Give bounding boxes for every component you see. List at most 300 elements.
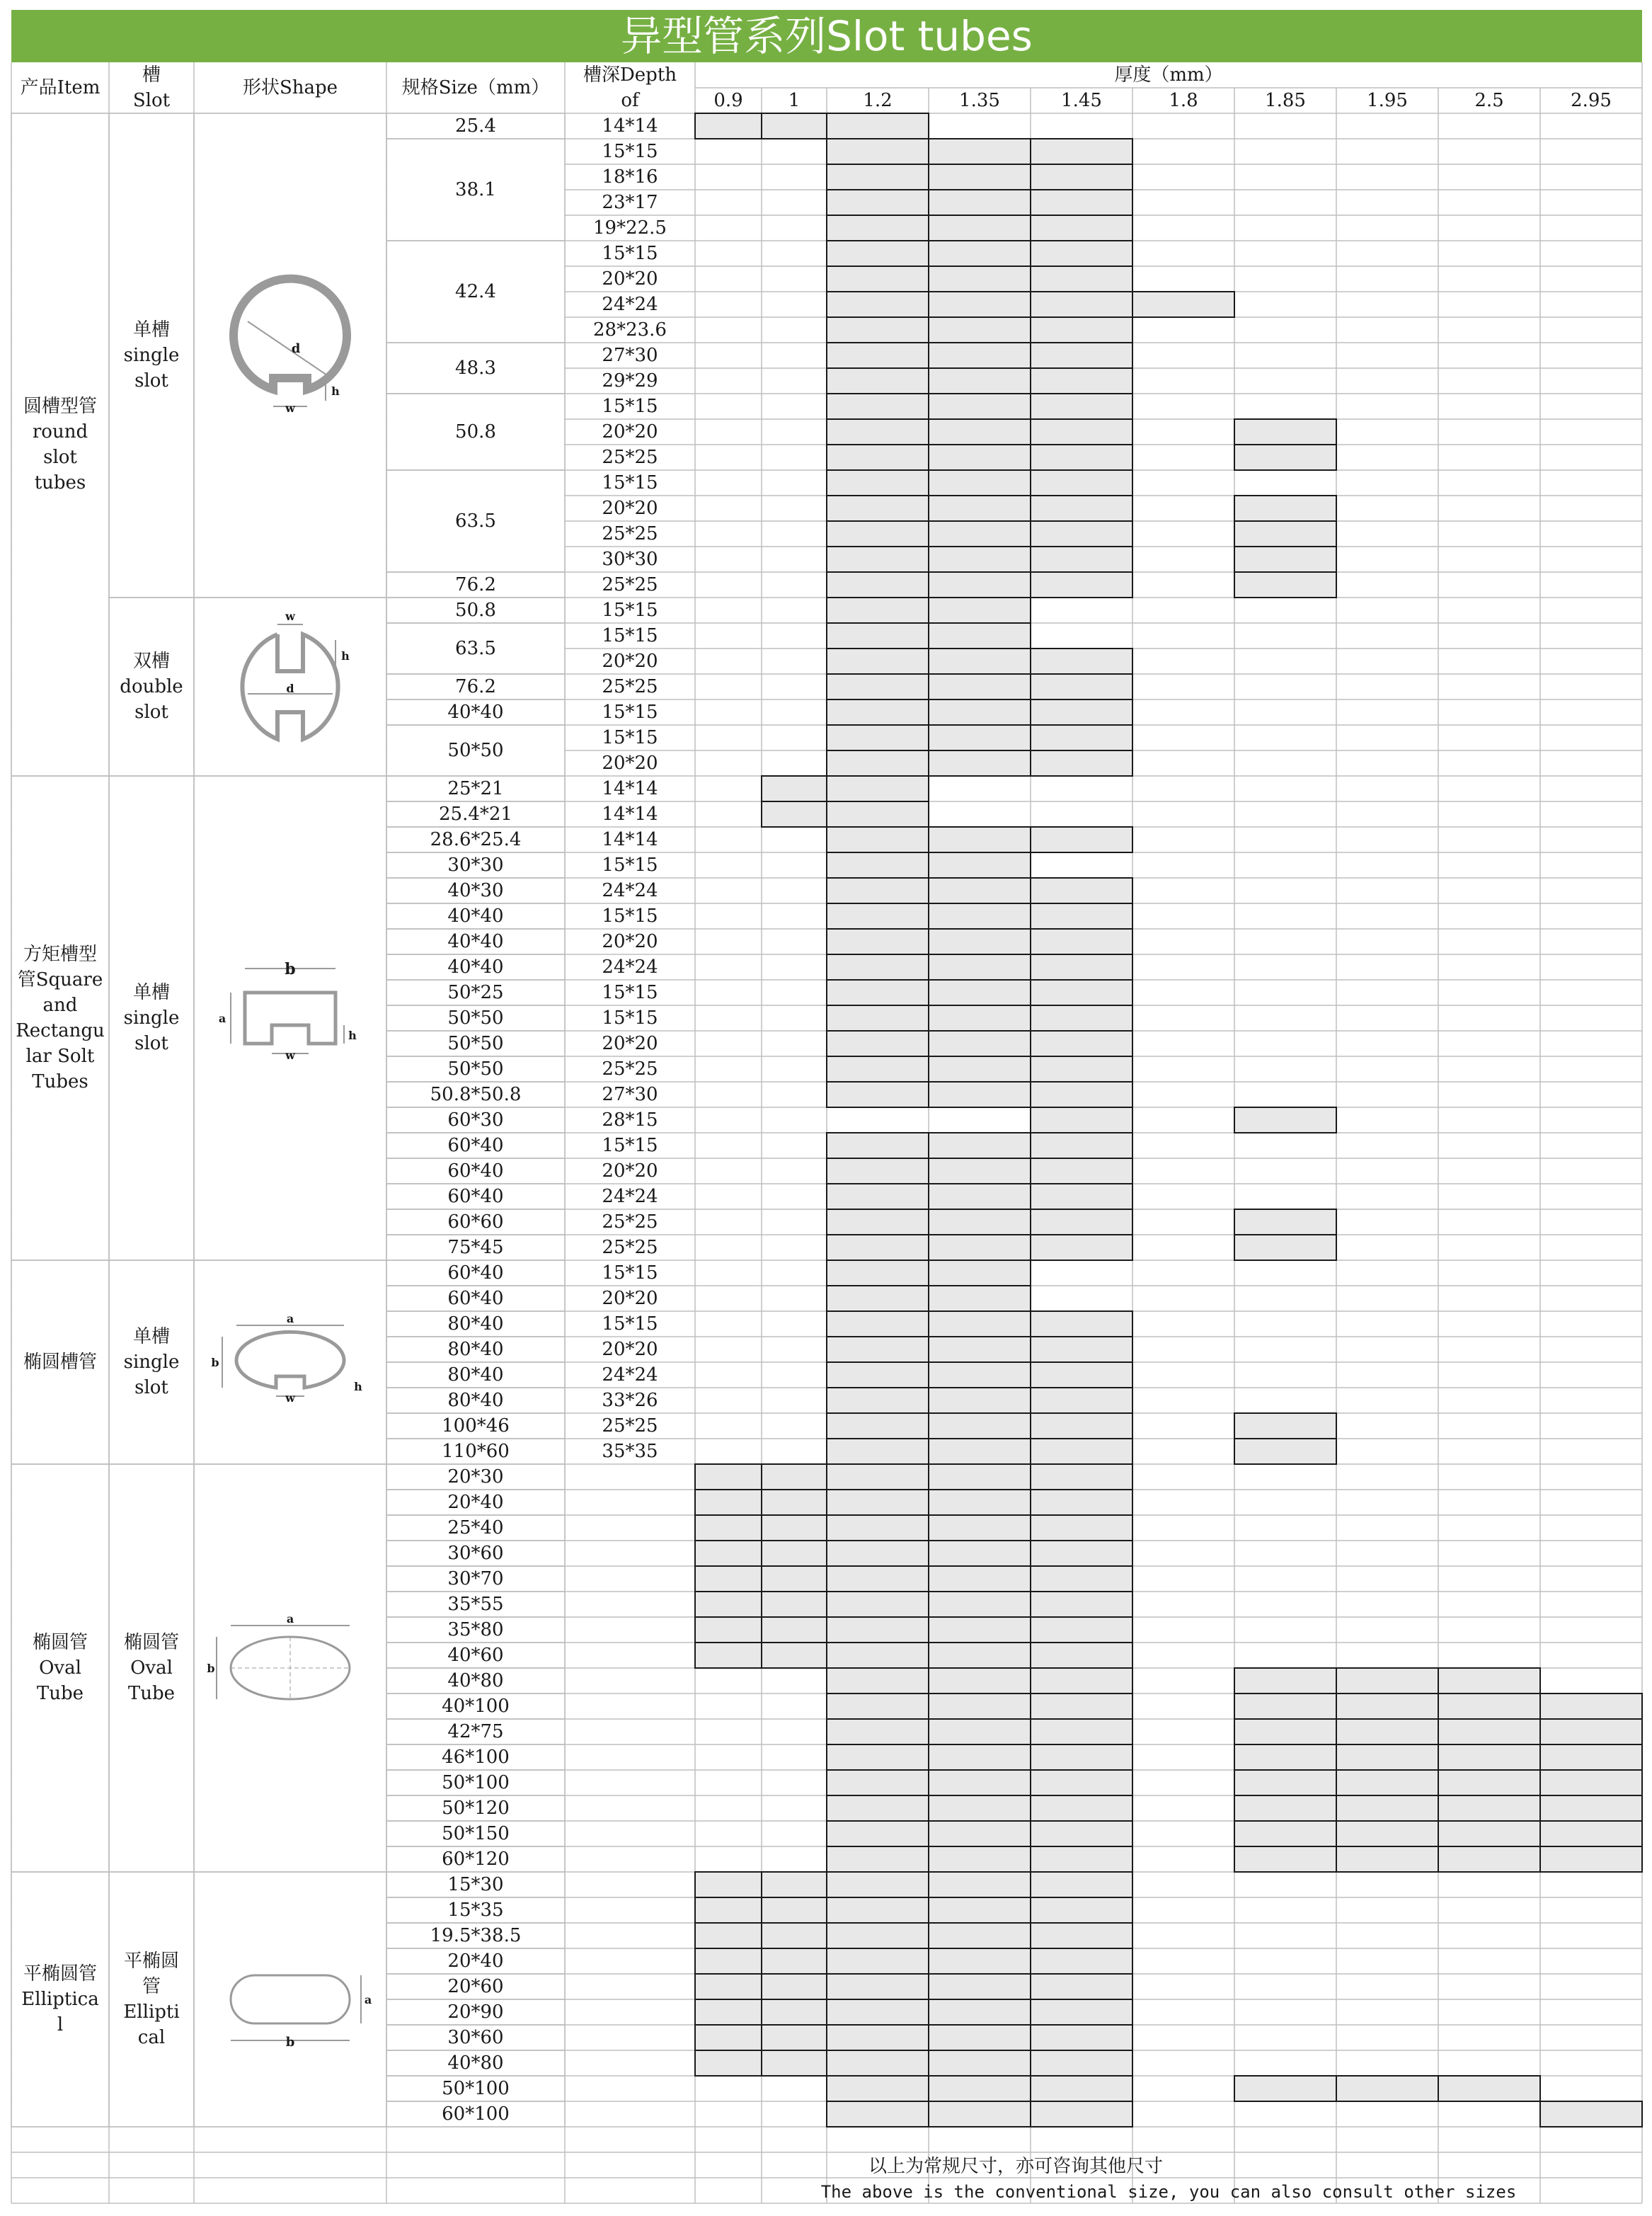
availability-cell (827, 1464, 929, 1490)
svg-text:w: w (285, 610, 295, 623)
availability-cell (762, 1541, 827, 1566)
svg-text:b: b (211, 1356, 219, 1369)
availability-cell (929, 164, 1031, 190)
size-cell: 50.8 (455, 600, 496, 621)
size-cell: 80*40 (447, 1390, 504, 1411)
availability-cell (1031, 1031, 1132, 1056)
availability-cell (827, 1515, 929, 1541)
availability-cell (929, 139, 1031, 164)
availability-cell (827, 1362, 929, 1388)
availability-cell (827, 598, 929, 623)
size-cell: 60*40 (447, 1262, 504, 1284)
depth-cell: 25*25 (602, 1211, 658, 1233)
size-cell: 50*50 (447, 740, 504, 761)
depth-cell: 15*15 (602, 1135, 658, 1156)
size-cell: 20*40 (447, 1492, 504, 1513)
availability-cell (929, 2101, 1031, 2127)
availability-cell (827, 1795, 929, 1821)
availability-cell (827, 878, 929, 903)
depth-cell: 15*15 (602, 1313, 658, 1335)
availability-cell (827, 623, 929, 649)
availability-cell (695, 1948, 762, 1974)
availability-cell (827, 929, 929, 954)
slot-type-label: 单槽 single slot (123, 982, 180, 1054)
availability-cell (1031, 445, 1132, 470)
availability-cell (827, 1133, 929, 1158)
availability-cell (1132, 292, 1234, 317)
svg-text:w: w (285, 401, 295, 415)
size-cell: 63.5 (455, 510, 496, 532)
depth-cell: 28*15 (602, 1109, 658, 1131)
availability-cell (762, 1643, 827, 1668)
svg-text:b: b (285, 2035, 295, 2050)
depth-cell: 20*20 (602, 421, 658, 442)
availability-cell (827, 954, 929, 980)
availability-cell (929, 827, 1031, 852)
availability-cell (929, 394, 1031, 419)
availability-cell (827, 1592, 929, 1617)
availability-cell (929, 1694, 1031, 1719)
availability-cell (827, 521, 929, 547)
availability-cell (929, 750, 1031, 776)
availability-cell (695, 1464, 762, 1490)
depth-cell: 24*24 (602, 956, 658, 978)
size-cell: 20*30 (447, 1466, 504, 1487)
depth-cell: 15*15 (602, 855, 658, 876)
availability-cell (929, 1821, 1031, 1846)
availability-cell (1540, 1770, 1642, 1795)
availability-cell (929, 445, 1031, 470)
availability-cell (1031, 1515, 1132, 1541)
thickness-header-cell: 2.95 (1571, 90, 1612, 111)
availability-cell (762, 1515, 827, 1541)
size-cell: 50*100 (442, 1772, 510, 1793)
availability-cell (827, 1770, 929, 1795)
availability-cell (929, 1133, 1031, 1158)
availability-cell (1234, 445, 1336, 470)
availability-cell (1031, 394, 1132, 419)
availability-cell (1031, 1592, 1132, 1617)
size-cell: 35*80 (447, 1619, 504, 1640)
availability-cell (929, 2025, 1031, 2050)
availability-cell (929, 1719, 1031, 1744)
size-cell: 50*25 (447, 982, 504, 1003)
depth-cell: 15*15 (602, 141, 658, 162)
availability-cell (1031, 1795, 1132, 1821)
product-item-label: 平椭圆管 Elliptica l (21, 1963, 99, 2035)
header-slot: 槽 Slot (132, 64, 171, 111)
availability-cell (1031, 699, 1132, 725)
depth-cell: 20*20 (602, 651, 658, 672)
availability-cell (929, 1617, 1031, 1643)
thickness-header-cell: 1.85 (1265, 90, 1306, 111)
header-size: 规格Size（mm） (401, 77, 550, 98)
availability-cell (1031, 1974, 1132, 1999)
availability-cell (1234, 1719, 1336, 1744)
availability-cell (929, 1260, 1031, 1286)
availability-cell (695, 1872, 762, 1897)
availability-cell (1031, 215, 1132, 241)
availability-cell (1031, 1770, 1132, 1795)
availability-cell (1234, 496, 1336, 521)
size-cell: 20*90 (447, 2001, 504, 2023)
availability-cell (827, 1235, 929, 1260)
product-item-label: 圆槽型管 round slot tubes (23, 396, 97, 493)
availability-cell (827, 1031, 929, 1056)
availability-cell (695, 1592, 762, 1617)
depth-cell: 24*24 (602, 1364, 658, 1386)
depth-cell: 15*15 (602, 702, 658, 723)
availability-cell (827, 241, 929, 266)
availability-cell (1031, 1643, 1132, 1668)
availability-cell (929, 1770, 1031, 1795)
availability-cell (1031, 547, 1132, 572)
availability-cell (1336, 1744, 1438, 1770)
size-cell: 40*80 (447, 1670, 504, 1691)
availability-cell (929, 1795, 1031, 1821)
depth-cell: 15*15 (602, 243, 658, 264)
depth-cell: 27*30 (602, 1084, 658, 1105)
availability-cell (1234, 1694, 1336, 1719)
thickness-header-cell: 0.9 (713, 90, 743, 111)
availability-cell (1438, 1821, 1540, 1846)
availability-cell (827, 368, 929, 394)
availability-cell (1234, 1209, 1336, 1235)
availability-cell (929, 699, 1031, 725)
size-cell: 40*40 (447, 702, 504, 723)
availability-cell (1031, 1566, 1132, 1592)
availability-cell (1438, 1795, 1540, 1821)
availability-cell (1031, 368, 1132, 394)
size-cell: 30*30 (447, 855, 504, 876)
availability-cell (929, 980, 1031, 1005)
availability-cell (1031, 674, 1132, 699)
availability-cell (762, 1897, 827, 1923)
availability-cell (827, 139, 929, 164)
depth-cell: 20*20 (602, 753, 658, 774)
availability-cell (929, 954, 1031, 980)
availability-cell (1438, 1846, 1540, 1872)
availability-cell (827, 445, 929, 470)
availability-cell (929, 1362, 1031, 1388)
availability-cell (827, 1056, 929, 1082)
availability-cell (827, 649, 929, 674)
svg-text:w: w (285, 1049, 295, 1062)
availability-cell (1031, 649, 1132, 674)
availability-cell (929, 1235, 1031, 1260)
svg-text:a: a (286, 1312, 294, 1325)
availability-cell (1031, 1464, 1132, 1490)
availability-cell (1234, 1770, 1336, 1795)
product-item-label: 椭圆槽管 (23, 1352, 97, 1373)
availability-cell (827, 470, 929, 496)
availability-cell (929, 1668, 1031, 1694)
size-cell: 50*150 (442, 1823, 510, 1844)
size-cell: 40*40 (447, 956, 504, 978)
size-cell: 40*80 (447, 2052, 504, 2074)
availability-cell (1234, 521, 1336, 547)
availability-cell (929, 1388, 1031, 1413)
availability-cell (1031, 190, 1132, 215)
availability-cell (827, 1337, 929, 1362)
slot-type-label: 单槽 single slot (123, 1326, 180, 1398)
depth-cell: 19*22.5 (593, 217, 667, 239)
availability-cell (1031, 2076, 1132, 2101)
availability-cell (695, 1923, 762, 1948)
depth-cell: 23*17 (602, 192, 658, 213)
availability-cell (1031, 1541, 1132, 1566)
availability-cell (929, 1311, 1031, 1337)
availability-cell (1031, 1490, 1132, 1515)
availability-cell (1031, 725, 1132, 750)
availability-cell (929, 598, 1031, 623)
availability-cell (1234, 1795, 1336, 1821)
availability-cell (929, 674, 1031, 699)
availability-cell (1234, 1107, 1336, 1133)
size-cell: 25.4*21 (439, 804, 512, 825)
availability-cell (827, 1082, 929, 1107)
availability-cell (1031, 1694, 1132, 1719)
size-cell: 50*50 (447, 1033, 504, 1054)
availability-cell (1031, 1337, 1132, 1362)
availability-cell (1031, 1082, 1132, 1107)
availability-cell (1031, 1209, 1132, 1235)
availability-cell (1031, 1056, 1132, 1082)
availability-cell (929, 1286, 1031, 1311)
availability-cell (1031, 827, 1132, 852)
availability-cell (929, 903, 1031, 929)
availability-cell (762, 1490, 827, 1515)
availability-cell (929, 1515, 1031, 1541)
availability-cell (827, 215, 929, 241)
header-item: 产品Item (20, 77, 101, 98)
availability-cell (1234, 1846, 1336, 1872)
availability-cell (929, 1744, 1031, 1770)
depth-cell: 15*15 (602, 396, 658, 417)
svg-text:h: h (341, 649, 350, 663)
availability-cell (1336, 2076, 1438, 2101)
availability-cell (929, 1846, 1031, 1872)
availability-cell (1031, 317, 1132, 343)
availability-cell (1031, 1999, 1132, 2025)
availability-cell (929, 1337, 1031, 1362)
availability-cell (1031, 572, 1132, 598)
depth-cell: 25*25 (602, 1058, 658, 1080)
availability-cell (929, 649, 1031, 674)
availability-cell (827, 1260, 929, 1286)
availability-cell (929, 1031, 1031, 1056)
size-cell: 60*60 (447, 1211, 504, 1233)
depth-cell: 20*20 (602, 498, 658, 519)
size-cell: 80*40 (447, 1364, 504, 1386)
depth-cell: 25*25 (602, 1415, 658, 1437)
availability-cell (929, 878, 1031, 903)
availability-cell (1031, 419, 1132, 445)
availability-cell (762, 1617, 827, 1643)
size-cell: 60*30 (447, 1109, 504, 1131)
size-cell: 60*40 (447, 1186, 504, 1207)
availability-cell (827, 852, 929, 878)
svg-text:b: b (207, 1662, 215, 1675)
availability-cell (1031, 292, 1132, 317)
availability-cell (1540, 1795, 1642, 1821)
size-cell: 50*50 (447, 1007, 504, 1029)
availability-cell (1031, 1948, 1132, 1974)
availability-cell (929, 368, 1031, 394)
availability-cell (929, 1643, 1031, 1668)
table-title: 异型管系列Slot tubes (11, 10, 1642, 62)
availability-cell (1234, 572, 1336, 598)
availability-cell (1031, 2025, 1132, 2050)
availability-cell (762, 1592, 827, 1617)
availability-cell (1234, 1821, 1336, 1846)
availability-cell (827, 292, 929, 317)
availability-cell (1336, 1795, 1438, 1821)
availability-cell (1031, 139, 1132, 164)
size-cell: 20*60 (447, 1976, 504, 1997)
size-cell: 50*100 (442, 2078, 510, 2099)
size-cell: 25.4 (455, 115, 496, 137)
size-cell: 40*60 (447, 1645, 504, 1666)
availability-cell (827, 164, 929, 190)
availability-cell (1031, 1413, 1132, 1439)
header-depth: 槽深Depth of (583, 64, 677, 111)
size-cell: 40*100 (442, 1696, 510, 1717)
depth-cell: 20*20 (602, 1033, 658, 1054)
availability-cell (1031, 1133, 1132, 1158)
availability-cell (1031, 1897, 1132, 1923)
availability-cell (929, 1948, 1031, 1974)
availability-cell (762, 801, 827, 827)
availability-cell (1031, 1439, 1132, 1464)
availability-cell (929, 470, 1031, 496)
depth-cell: 14*14 (602, 829, 658, 850)
availability-cell (827, 1821, 929, 1846)
size-cell: 60*100 (442, 2103, 510, 2125)
availability-cell (929, 1056, 1031, 1082)
availability-cell (827, 2076, 929, 2101)
availability-cell (827, 1617, 929, 1643)
availability-cell (827, 1846, 929, 1872)
svg-text:h: h (331, 384, 340, 398)
availability-cell (929, 1872, 1031, 1897)
availability-cell (1540, 1694, 1642, 1719)
size-cell: 19.5*38.5 (430, 1925, 522, 1946)
size-cell: 76.2 (455, 676, 496, 697)
availability-cell (827, 980, 929, 1005)
availability-cell (827, 1719, 929, 1744)
availability-cell (1031, 1744, 1132, 1770)
availability-cell (1336, 1719, 1438, 1744)
availability-cell (929, 343, 1031, 368)
depth-cell: 15*15 (602, 982, 658, 1003)
availability-cell (1031, 1617, 1132, 1643)
availability-cell (762, 2025, 827, 2050)
size-cell: 30*60 (447, 1543, 504, 1564)
availability-cell (827, 725, 929, 750)
availability-cell (695, 1566, 762, 1592)
availability-cell (762, 1948, 827, 1974)
svg-text:a: a (286, 1612, 294, 1626)
size-cell: 50*50 (447, 1058, 504, 1080)
availability-cell (1031, 1184, 1132, 1209)
availability-cell (827, 343, 929, 368)
availability-cell (827, 1566, 929, 1592)
size-cell: 50.8 (455, 421, 496, 442)
availability-cell (1438, 2076, 1540, 2101)
svg-text:w: w (285, 1391, 295, 1405)
depth-cell: 25*25 (602, 676, 658, 697)
depth-cell: 24*24 (602, 880, 658, 901)
availability-cell (1540, 1846, 1642, 1872)
svg-text:a: a (364, 1993, 372, 2006)
availability-cell (1031, 1846, 1132, 1872)
depth-cell: 20*20 (602, 1339, 658, 1360)
availability-cell (1234, 1439, 1336, 1464)
availability-cell (827, 394, 929, 419)
availability-cell (1438, 1770, 1540, 1795)
depth-cell: 25*25 (602, 1237, 658, 1258)
availability-cell (929, 1209, 1031, 1235)
availability-cell (1540, 1744, 1642, 1770)
slot-type-label: 双槽 double slot (120, 651, 183, 723)
size-cell: 63.5 (455, 638, 496, 659)
depth-cell: 25*25 (602, 574, 658, 595)
size-cell: 42.4 (455, 281, 496, 302)
size-cell: 40*40 (447, 906, 504, 927)
size-cell: 40*40 (447, 931, 504, 952)
availability-cell (929, 1897, 1031, 1923)
availability-cell (827, 699, 929, 725)
depth-cell: 20*20 (602, 931, 658, 952)
size-cell: 46*100 (442, 1747, 510, 1768)
availability-cell (929, 317, 1031, 343)
availability-cell (1031, 1005, 1132, 1031)
depth-cell: 25*25 (602, 447, 658, 468)
availability-cell (695, 2025, 762, 2050)
availability-cell (827, 1923, 929, 1948)
availability-cell (827, 1005, 929, 1031)
availability-cell (929, 623, 1031, 649)
depth-cell: 15*15 (602, 1007, 658, 1029)
availability-cell (695, 1541, 762, 1566)
slot-type-label: 椭圆管 Oval Tube (123, 1632, 179, 1704)
thickness-header-cell: 1.8 (1169, 90, 1198, 111)
depth-cell: 15*15 (602, 625, 658, 646)
availability-cell (827, 1490, 929, 1515)
size-cell: 80*40 (447, 1339, 504, 1360)
size-cell: 20*40 (447, 1951, 504, 1972)
availability-cell (929, 419, 1031, 445)
availability-cell (1031, 954, 1132, 980)
availability-cell (827, 1209, 929, 1235)
availability-cell (1031, 164, 1132, 190)
availability-cell (929, 1005, 1031, 1031)
availability-cell (762, 2050, 827, 2076)
header-shape: 形状Shape (242, 77, 338, 98)
availability-cell (929, 496, 1031, 521)
availability-cell (1031, 878, 1132, 903)
svg-text:a: a (218, 1012, 226, 1025)
depth-cell: 24*24 (602, 1186, 658, 1207)
availability-cell (827, 750, 929, 776)
availability-cell (1031, 521, 1132, 547)
availability-cell (762, 1464, 827, 1490)
availability-cell (1031, 980, 1132, 1005)
header-thickness: 厚度（mm） (1114, 64, 1223, 86)
availability-cell (827, 1948, 929, 1974)
availability-cell (1031, 241, 1132, 266)
